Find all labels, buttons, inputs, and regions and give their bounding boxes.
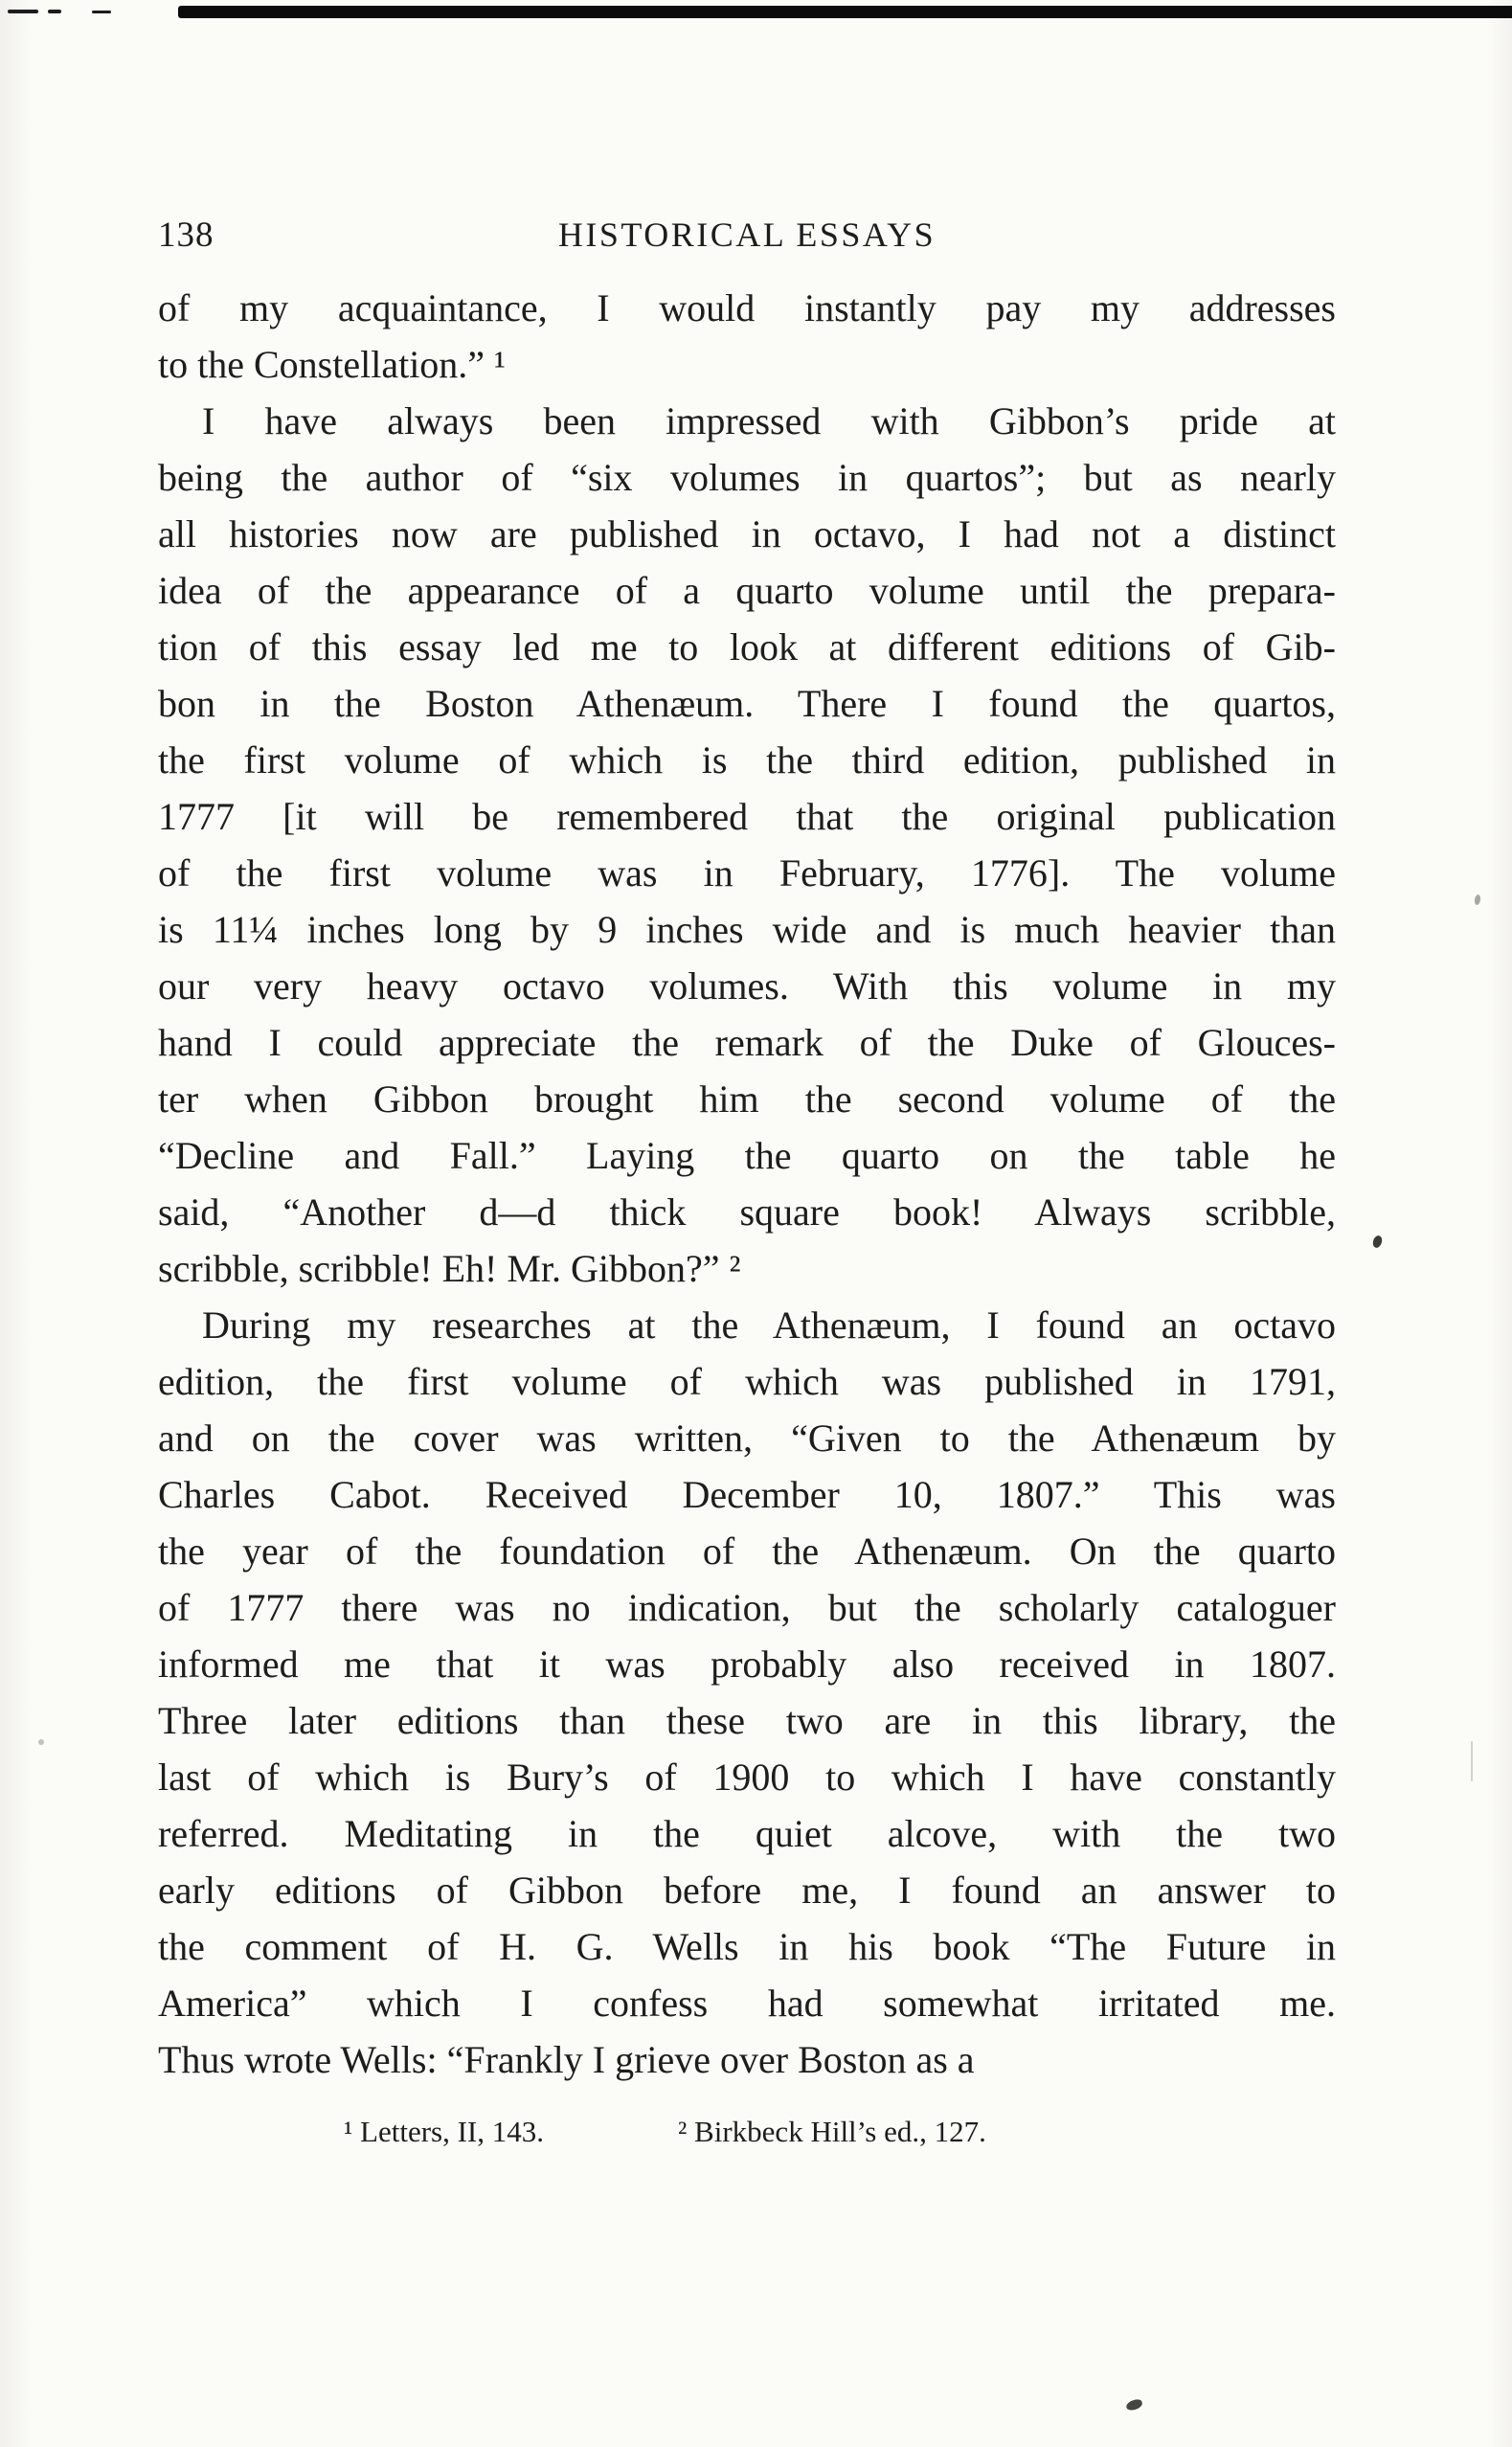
scan-artifact-ink-speck xyxy=(38,1739,44,1745)
running-head: HISTORICAL ESSAYS xyxy=(557,215,937,254)
text-line: early editions of Gibbon before me, I found an answer to xyxy=(158,1869,1336,1912)
text-line: hand I could appreciate the remark of the Duke of Glouces- xyxy=(158,1021,1336,1064)
text-line: our very heavy octavo volumes. With this volume in my xyxy=(158,964,1336,1008)
text-line: of my acquaintance, I would instantly pay my addresses xyxy=(158,286,1336,329)
text-line: is 11¼ inches long by 9 inches wide and is much heavier than xyxy=(158,908,1336,951)
text-line: of the first volume was in February, 1776]. The volume xyxy=(158,851,1336,895)
text-line: informed me that it was probably also received in 1807. xyxy=(158,1643,1336,1686)
text-line: ter when Gibbon brought him the second volume of the xyxy=(158,1077,1336,1121)
text-line: last of which is Bury’s of 1900 to which I have constantly xyxy=(158,1756,1336,1799)
scan-artifact-ink-speck xyxy=(1125,2398,1143,2412)
scan-artifact-dash xyxy=(8,10,38,13)
scan-artifact-dash xyxy=(92,11,111,13)
scan-artifact-crease xyxy=(1471,1741,1473,1781)
footnote-2: ² Birkbeck Hill’s ed., 127. xyxy=(678,2115,986,2148)
text-line: referred. Meditating in the quiet alcove, with the two xyxy=(158,1812,1336,1855)
text-line: to the Constellation.” ¹ xyxy=(158,343,507,386)
text-line: Charles Cabot. Received December 10, 1807.” This was xyxy=(158,1473,1336,1516)
scan-artifact-dash xyxy=(48,10,61,13)
text-line: scribble, scribble! Eh! Mr. Gibbon?” ² xyxy=(158,1247,741,1290)
page-number: 138 xyxy=(158,215,214,255)
text-line: bon in the Boston Athenæum. There I found the quartos, xyxy=(158,682,1336,725)
scan-artifact-ink-speck xyxy=(1474,895,1481,906)
text-line: tion of this essay led me to look at different editions of Gib- xyxy=(158,625,1336,668)
text-line: said, “Another d—d thick square book! Always scribble, xyxy=(158,1190,1336,1234)
text-line: Three later editions than these two are in this library, the xyxy=(158,1699,1336,1742)
text-line: and on the cover was written, “Given to the Athenæum by xyxy=(158,1416,1336,1460)
text-line: “Decline and Fall.” Laying the quarto on the table he xyxy=(158,1134,1336,1177)
footnote-1: ¹ Letters, II, 143. xyxy=(344,2115,545,2148)
text-line: the comment of H. G. Wells in his book “The Future in xyxy=(158,1925,1336,1968)
text-line: being the author of “six volumes in quartos”; but as nearly xyxy=(158,456,1336,499)
scan-artifact-top-bar xyxy=(178,6,1512,18)
text-line: the first volume of which is the third edition, published in xyxy=(158,738,1336,782)
text-line: I have always been impressed with Gibbon’s pride at xyxy=(202,399,1336,442)
text-line: idea of the appearance of a quarto volume until the prepara- xyxy=(158,569,1336,612)
text-line: America” which I confess had somewhat irritated me. xyxy=(158,1982,1336,2025)
text-line: edition, the first volume of which was published in 1791, xyxy=(158,1360,1336,1403)
footnotes xyxy=(158,2113,1336,2151)
text-line: During my researches at the Athenæum, I found an octavo xyxy=(202,1303,1336,1347)
text-line: all histories now are published in octavo, I had not a distinct xyxy=(158,512,1336,555)
text-line: the year of the foundation of the Athenæum. On the quarto xyxy=(158,1529,1336,1573)
text-line: of 1777 there was no indication, but the scholarly cataloguer xyxy=(158,1586,1336,1629)
body-text xyxy=(158,280,1336,2088)
text-line: 1777 [it will be remembered that the original publication xyxy=(158,795,1336,838)
page-header xyxy=(158,215,1336,262)
text-line: Thus wrote Wells: “Frankly I grieve over Boston as a xyxy=(158,2038,975,2081)
scan-artifact-ink-speck xyxy=(1371,1235,1384,1249)
